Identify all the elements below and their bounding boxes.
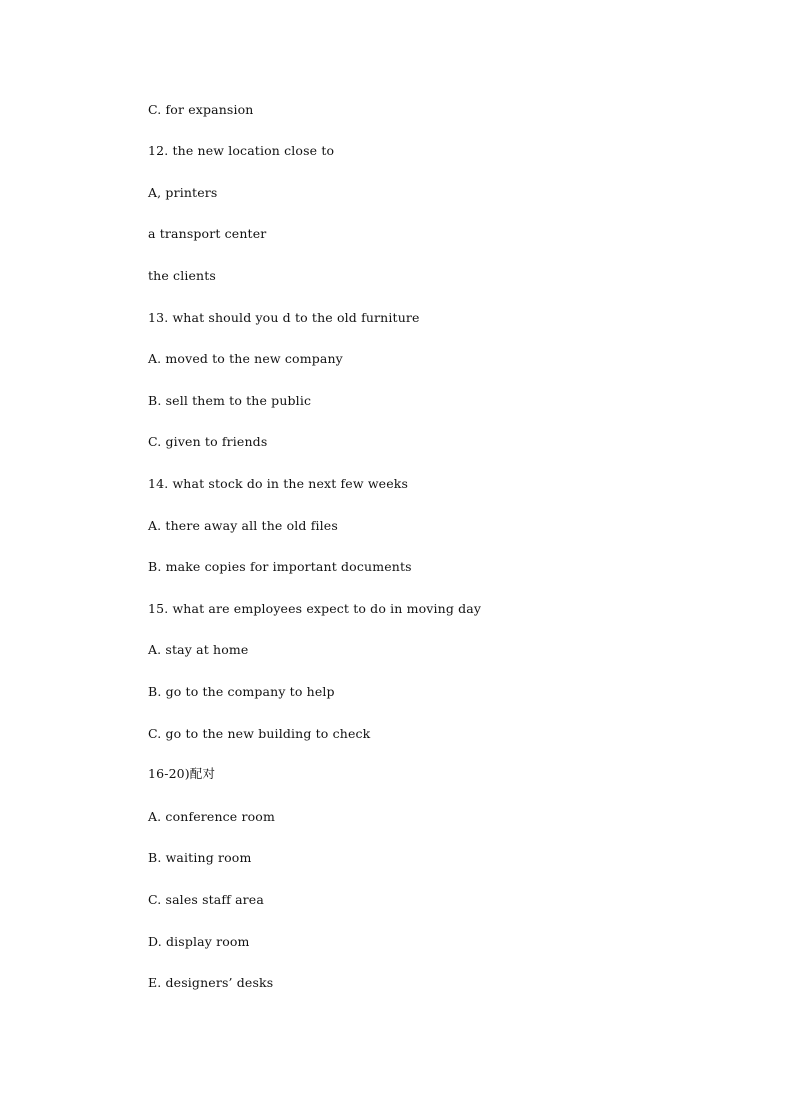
answer-option-c: C. for expansion [148, 102, 254, 117]
answer-option-a: A. stay at home [148, 642, 249, 657]
answer-option: the clients [148, 268, 216, 283]
match-option-c: C. sales staff area [148, 892, 264, 907]
question-14: 14. what stock do in the next few weeks [148, 476, 409, 491]
match-option-d: D. display room [148, 934, 250, 949]
section-heading: 16-20)配对 [148, 766, 216, 781]
answer-option-a: A. there away all the old files [148, 518, 338, 533]
answer-option-c: C. go to the new building to check [148, 726, 371, 741]
answer-option-a: A. moved to the new company [148, 351, 343, 366]
question-13: 13. what should you d to the old furniture [148, 310, 420, 325]
answer-option-a: A, printers [148, 185, 218, 200]
match-option-a: A. conference room [148, 809, 275, 824]
question-12: 12. the new location close to [148, 143, 335, 158]
answer-option-b: B. go to the company to help [148, 684, 335, 699]
question-15: 15. what are employees expect to do in moving day [148, 601, 482, 616]
match-option-e: E. designers’ desks [148, 975, 274, 990]
match-option-b: B. waiting room [148, 850, 252, 865]
answer-option-b: B. sell them to the public [148, 393, 312, 408]
answer-option-c: C. given to friends [148, 434, 268, 449]
answer-option: a transport center [148, 226, 267, 241]
answer-option-b: B. make copies for important documents [148, 559, 412, 574]
